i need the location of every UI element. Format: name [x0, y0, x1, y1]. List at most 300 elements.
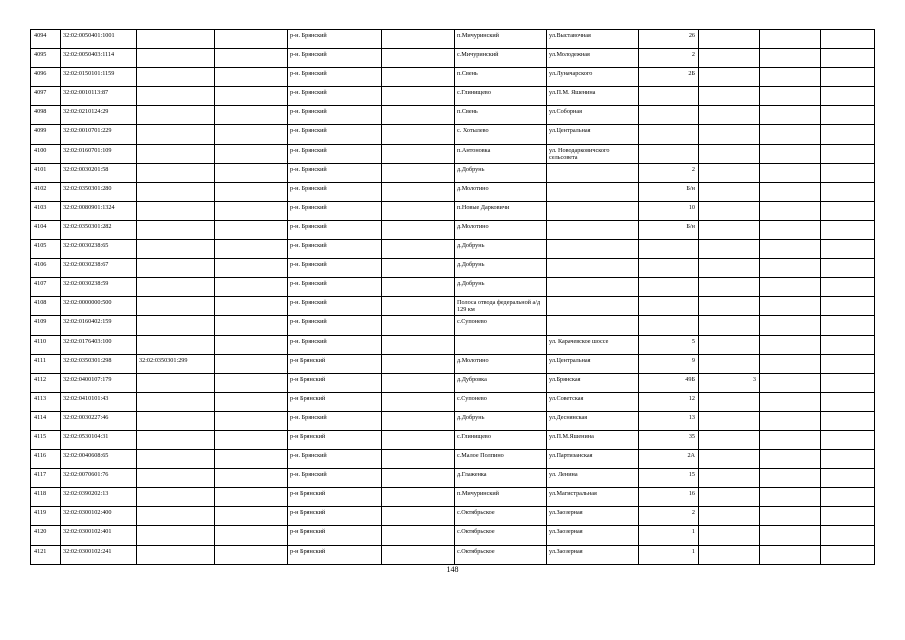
- street-cell: ул.Партизанская: [547, 450, 639, 469]
- cadastral-number-cell: 32:02:0210124:29: [61, 106, 137, 125]
- table-row: [31, 507, 875, 526]
- district-cell: р-н Брянский: [288, 373, 382, 392]
- empty-cell: [215, 392, 288, 411]
- building-cell: [699, 297, 760, 316]
- district-cell: р-н Брянский: [288, 545, 382, 564]
- locality-cell: с.Супонево: [455, 316, 547, 335]
- table-row: [31, 526, 875, 545]
- street-cell: ул.Брянская: [547, 373, 639, 392]
- building-cell: [699, 545, 760, 564]
- related-cadastral-number-cell: [137, 507, 215, 526]
- street-cell: ул.Луначарского: [547, 68, 639, 87]
- building-cell: [699, 411, 760, 430]
- related-cadastral-number-cell: [137, 201, 215, 220]
- empty-cell: [382, 125, 455, 144]
- empty-cell: [215, 87, 288, 106]
- empty-cell: [821, 182, 875, 201]
- row-number-cell: 4116: [31, 450, 61, 469]
- cadastral-number-cell: 32:02:0010701:229: [61, 125, 137, 144]
- empty-cell: [760, 335, 821, 354]
- district-cell: р-н. Брянский: [288, 49, 382, 68]
- empty-cell: [215, 411, 288, 430]
- district-cell: р-н Брянский: [288, 392, 382, 411]
- district-cell: р-н. Брянский: [288, 220, 382, 239]
- empty-cell: [382, 259, 455, 278]
- related-cadastral-number-cell: [137, 430, 215, 449]
- related-cadastral-number-cell: [137, 240, 215, 259]
- empty-cell: [382, 335, 455, 354]
- related-cadastral-number-cell: [137, 144, 215, 163]
- empty-cell: [215, 182, 288, 201]
- district-cell: р-н Брянский: [288, 526, 382, 545]
- empty-cell: [821, 488, 875, 507]
- empty-cell: [760, 30, 821, 49]
- street-cell: ул. Ленина: [547, 469, 639, 488]
- building-cell: [699, 49, 760, 68]
- street-cell: ул.Молодежная: [547, 49, 639, 68]
- building-cell: [699, 316, 760, 335]
- table-row: [31, 144, 875, 163]
- house-number-cell: [639, 297, 699, 316]
- empty-cell: [215, 278, 288, 297]
- empty-cell: [760, 469, 821, 488]
- street-cell: ул.П.М. Яшенина: [547, 87, 639, 106]
- empty-cell: [760, 240, 821, 259]
- table-row: [31, 106, 875, 125]
- table-row: [31, 182, 875, 201]
- district-cell: р-н Брянский: [288, 430, 382, 449]
- house-number-cell: 16: [639, 488, 699, 507]
- related-cadastral-number-cell: [137, 49, 215, 68]
- cadastral-number-cell: 32:02:0080901:1324: [61, 201, 137, 220]
- cadastral-number-cell: 32:02:0030227:46: [61, 411, 137, 430]
- district-cell: р-н. Брянский: [288, 297, 382, 316]
- cadastral-number-cell: 32:02:0030238:59: [61, 278, 137, 297]
- table-row: [31, 30, 875, 49]
- street-cell: ул. Новодарковичского сельсовета: [547, 144, 639, 163]
- cadastral-number-cell: 32:02:0530104:31: [61, 430, 137, 449]
- empty-cell: [382, 316, 455, 335]
- empty-cell: [821, 354, 875, 373]
- locality-cell: п.Антоновка: [455, 144, 547, 163]
- empty-cell: [821, 469, 875, 488]
- empty-cell: [382, 488, 455, 507]
- street-cell: [547, 297, 639, 316]
- empty-cell: [215, 526, 288, 545]
- table-row: [31, 335, 875, 354]
- street-cell: [547, 316, 639, 335]
- related-cadastral-number-cell: [137, 182, 215, 201]
- empty-cell: [382, 469, 455, 488]
- row-number-cell: 4097: [31, 87, 61, 106]
- row-number-cell: 4115: [31, 430, 61, 449]
- empty-cell: [382, 30, 455, 49]
- empty-cell: [382, 354, 455, 373]
- building-cell: [699, 488, 760, 507]
- locality-cell: с.Октябрьское: [455, 526, 547, 545]
- empty-cell: [760, 297, 821, 316]
- registry-rows: [31, 30, 875, 565]
- district-cell: р-н. Брянский: [288, 259, 382, 278]
- related-cadastral-number-cell: [137, 30, 215, 49]
- building-cell: [699, 469, 760, 488]
- table-row: [31, 354, 875, 373]
- empty-cell: [215, 125, 288, 144]
- building-cell: [699, 335, 760, 354]
- table-row: [31, 278, 875, 297]
- empty-cell: [821, 125, 875, 144]
- row-number-cell: 4101: [31, 163, 61, 182]
- street-cell: ул.Соборная: [547, 106, 639, 125]
- house-number-cell: 13: [639, 411, 699, 430]
- table-row: [31, 392, 875, 411]
- street-cell: ул.Центральная: [547, 354, 639, 373]
- empty-cell: [821, 220, 875, 239]
- empty-cell: [760, 354, 821, 373]
- empty-cell: [760, 87, 821, 106]
- empty-cell: [760, 144, 821, 163]
- street-cell: ул. Карачевское шоссе: [547, 335, 639, 354]
- district-cell: р-н. Брянский: [288, 450, 382, 469]
- empty-cell: [382, 163, 455, 182]
- table-row: [31, 125, 875, 144]
- row-number-cell: 4120: [31, 526, 61, 545]
- building-cell: [699, 259, 760, 278]
- related-cadastral-number-cell: [137, 125, 215, 144]
- house-number-cell: [639, 240, 699, 259]
- empty-cell: [215, 30, 288, 49]
- locality-cell: п.Мичуринский: [455, 30, 547, 49]
- empty-cell: [215, 488, 288, 507]
- cadastral-number-cell: 32:02:0050403:1114: [61, 49, 137, 68]
- empty-cell: [821, 297, 875, 316]
- locality-cell: д.Глаженка: [455, 469, 547, 488]
- empty-cell: [215, 430, 288, 449]
- district-cell: р-н. Брянский: [288, 87, 382, 106]
- table-row: [31, 87, 875, 106]
- locality-cell: д.Молотино: [455, 182, 547, 201]
- related-cadastral-number-cell: [137, 297, 215, 316]
- empty-cell: [821, 87, 875, 106]
- building-cell: [699, 354, 760, 373]
- empty-cell: [382, 49, 455, 68]
- row-number-cell: 4112: [31, 373, 61, 392]
- empty-cell: [215, 106, 288, 125]
- empty-cell: [760, 526, 821, 545]
- cadastral-number-cell: 32:02:0350301:282: [61, 220, 137, 239]
- building-cell: [699, 526, 760, 545]
- empty-cell: [760, 545, 821, 564]
- locality-cell: п.Мичуринский: [455, 488, 547, 507]
- cadastral-number-cell: 32:02:0390202:13: [61, 488, 137, 507]
- table-row: [31, 450, 875, 469]
- house-number-cell: 2А: [639, 450, 699, 469]
- street-cell: ул.Центральная: [547, 125, 639, 144]
- empty-cell: [382, 201, 455, 220]
- empty-cell: [215, 240, 288, 259]
- related-cadastral-number-cell: [137, 259, 215, 278]
- related-cadastral-number-cell: [137, 87, 215, 106]
- building-cell: [699, 182, 760, 201]
- empty-cell: [821, 106, 875, 125]
- cadastral-number-cell: 32:02:0030201:58: [61, 163, 137, 182]
- street-cell: [547, 259, 639, 278]
- empty-cell: [760, 278, 821, 297]
- locality-cell: д.Дубровка: [455, 373, 547, 392]
- building-cell: [699, 144, 760, 163]
- street-cell: ул.Заозерная: [547, 526, 639, 545]
- locality-cell: п.Свень: [455, 106, 547, 125]
- house-number-cell: 2Б: [639, 68, 699, 87]
- table-row: [31, 49, 875, 68]
- table-row: [31, 373, 875, 392]
- row-number-cell: 4096: [31, 68, 61, 87]
- street-cell: ул.П.М.Яшенина: [547, 430, 639, 449]
- empty-cell: [382, 430, 455, 449]
- empty-cell: [821, 507, 875, 526]
- empty-cell: [382, 545, 455, 564]
- district-cell: р-н. Брянский: [288, 335, 382, 354]
- locality-cell: д.Молотино: [455, 220, 547, 239]
- locality-cell: с.Глинищево: [455, 430, 547, 449]
- empty-cell: [382, 392, 455, 411]
- building-cell: [699, 68, 760, 87]
- empty-cell: [760, 507, 821, 526]
- page-number: 148: [446, 565, 459, 574]
- building-cell: [699, 240, 760, 259]
- row-number-cell: 4117: [31, 469, 61, 488]
- building-cell: [699, 450, 760, 469]
- row-number-cell: 4114: [31, 411, 61, 430]
- district-cell: р-н Брянский: [288, 354, 382, 373]
- empty-cell: [760, 392, 821, 411]
- table-row: [31, 430, 875, 449]
- district-cell: р-н. Брянский: [288, 411, 382, 430]
- empty-cell: [760, 373, 821, 392]
- related-cadastral-number-cell: [137, 450, 215, 469]
- street-cell: ул.Заозерная: [547, 507, 639, 526]
- locality-cell: п.Свень: [455, 68, 547, 87]
- cadastral-number-cell: 32:02:0160701:109: [61, 144, 137, 163]
- cadastral-number-cell: 32:02:0400107:179: [61, 373, 137, 392]
- street-cell: [547, 240, 639, 259]
- empty-cell: [821, 450, 875, 469]
- street-cell: ул.Магистральная: [547, 488, 639, 507]
- house-number-cell: Б/н: [639, 220, 699, 239]
- empty-cell: [821, 545, 875, 564]
- empty-cell: [215, 297, 288, 316]
- empty-cell: [215, 335, 288, 354]
- empty-cell: [215, 354, 288, 373]
- row-number-cell: 4105: [31, 240, 61, 259]
- empty-cell: [821, 411, 875, 430]
- cadastral-number-cell: 32:02:0050401:1001: [61, 30, 137, 49]
- cadastral-number-cell: 32:02:0030238:67: [61, 259, 137, 278]
- row-number-cell: 4118: [31, 488, 61, 507]
- cadastral-number-cell: 32:02:0300102:241: [61, 545, 137, 564]
- empty-cell: [760, 411, 821, 430]
- related-cadastral-number-cell: [137, 411, 215, 430]
- related-cadastral-number-cell: [137, 163, 215, 182]
- building-cell: [699, 430, 760, 449]
- house-number-cell: 10: [639, 201, 699, 220]
- row-number-cell: 4098: [31, 106, 61, 125]
- building-cell: [699, 30, 760, 49]
- empty-cell: [215, 507, 288, 526]
- empty-cell: [382, 278, 455, 297]
- cadastral-number-cell: 32:02:0160402:159: [61, 316, 137, 335]
- cadastral-number-cell: 32:02:0000000:500: [61, 297, 137, 316]
- cadastral-number-cell: 32:02:0010113:87: [61, 87, 137, 106]
- house-number-cell: 15: [639, 469, 699, 488]
- related-cadastral-number-cell: [137, 545, 215, 564]
- cadastral-number-cell: 32:02:0030238:65: [61, 240, 137, 259]
- street-cell: ул.Советская: [547, 392, 639, 411]
- district-cell: р-н Брянский: [288, 488, 382, 507]
- row-number-cell: 4094: [31, 30, 61, 49]
- house-number-cell: [639, 278, 699, 297]
- house-number-cell: 12: [639, 392, 699, 411]
- empty-cell: [382, 87, 455, 106]
- house-number-cell: Б/н: [639, 182, 699, 201]
- row-number-cell: 4119: [31, 507, 61, 526]
- table-row: [31, 240, 875, 259]
- locality-cell: с.Октябрьское: [455, 545, 547, 564]
- street-cell: [547, 278, 639, 297]
- empty-cell: [382, 106, 455, 125]
- row-number-cell: 4102: [31, 182, 61, 201]
- house-number-cell: 2: [639, 49, 699, 68]
- district-cell: р-н. Брянский: [288, 316, 382, 335]
- house-number-cell: 49Б: [639, 373, 699, 392]
- row-number-cell: 4108: [31, 297, 61, 316]
- house-number-cell: 2: [639, 507, 699, 526]
- district-cell: р-н. Брянский: [288, 469, 382, 488]
- empty-cell: [382, 144, 455, 163]
- house-number-cell: [639, 125, 699, 144]
- table-row: [31, 469, 875, 488]
- locality-cell: с. Хотылево: [455, 125, 547, 144]
- building-cell: [699, 220, 760, 239]
- empty-cell: [215, 316, 288, 335]
- locality-cell: с.Малое Полпино: [455, 450, 547, 469]
- related-cadastral-number-cell: [137, 373, 215, 392]
- empty-cell: [760, 68, 821, 87]
- empty-cell: [760, 259, 821, 278]
- table-row: [31, 411, 875, 430]
- empty-cell: [382, 220, 455, 239]
- house-number-cell: 1: [639, 526, 699, 545]
- row-number-cell: 4104: [31, 220, 61, 239]
- empty-cell: [215, 450, 288, 469]
- row-number-cell: 4109: [31, 316, 61, 335]
- empty-cell: [760, 49, 821, 68]
- district-cell: р-н. Брянский: [288, 201, 382, 220]
- locality-cell: п.Новые Дарковичи: [455, 201, 547, 220]
- row-number-cell: 4100: [31, 144, 61, 163]
- empty-cell: [821, 335, 875, 354]
- cadastral-number-cell: 32:02:0350301:280: [61, 182, 137, 201]
- empty-cell: [821, 373, 875, 392]
- table-row: [31, 201, 875, 220]
- district-cell: р-н. Брянский: [288, 106, 382, 125]
- empty-cell: [821, 163, 875, 182]
- related-cadastral-number-cell: [137, 106, 215, 125]
- related-cadastral-number-cell: [137, 278, 215, 297]
- house-number-cell: [639, 87, 699, 106]
- empty-cell: [215, 68, 288, 87]
- district-cell: р-н. Брянский: [288, 68, 382, 87]
- empty-cell: [215, 144, 288, 163]
- empty-cell: [821, 144, 875, 163]
- empty-cell: [760, 106, 821, 125]
- related-cadastral-number-cell: [137, 526, 215, 545]
- empty-cell: [760, 430, 821, 449]
- street-cell: [547, 182, 639, 201]
- empty-cell: [382, 373, 455, 392]
- locality-cell: [455, 335, 547, 354]
- locality-cell: с.Глинищево: [455, 87, 547, 106]
- empty-cell: [382, 526, 455, 545]
- empty-cell: [821, 259, 875, 278]
- locality-cell: д.Добрунь: [455, 278, 547, 297]
- street-cell: [547, 163, 639, 182]
- locality-cell: д.Молотино: [455, 354, 547, 373]
- table-row: [31, 163, 875, 182]
- empty-cell: [215, 220, 288, 239]
- locality-cell: с.Супонево: [455, 392, 547, 411]
- empty-cell: [821, 68, 875, 87]
- table-row: [31, 220, 875, 239]
- locality-cell: с.Октябрьское: [455, 507, 547, 526]
- related-cadastral-number-cell: [137, 68, 215, 87]
- empty-cell: [760, 450, 821, 469]
- building-cell: [699, 201, 760, 220]
- house-number-cell: [639, 259, 699, 278]
- empty-cell: [760, 182, 821, 201]
- row-number-cell: 4107: [31, 278, 61, 297]
- empty-cell: [215, 201, 288, 220]
- locality-cell: д.Добрунь: [455, 163, 547, 182]
- row-number-cell: 4111: [31, 354, 61, 373]
- cadastral-number-cell: 32:02:0300102:401: [61, 526, 137, 545]
- empty-cell: [215, 163, 288, 182]
- district-cell: р-н. Брянский: [288, 125, 382, 144]
- district-cell: р-н Брянский: [288, 507, 382, 526]
- house-number-cell: 9: [639, 354, 699, 373]
- house-number-cell: 26: [639, 30, 699, 49]
- empty-cell: [382, 68, 455, 87]
- locality-cell: д.Добрунь: [455, 240, 547, 259]
- row-number-cell: 4121: [31, 545, 61, 564]
- street-cell: ул.Деснянская: [547, 411, 639, 430]
- cadastral-number-cell: 32:02:0150101:1159: [61, 68, 137, 87]
- empty-cell: [760, 220, 821, 239]
- district-cell: р-н. Брянский: [288, 182, 382, 201]
- empty-cell: [760, 201, 821, 220]
- related-cadastral-number-cell: [137, 316, 215, 335]
- table-row: [31, 316, 875, 335]
- empty-cell: [821, 30, 875, 49]
- district-cell: р-н. Брянский: [288, 30, 382, 49]
- empty-cell: [821, 316, 875, 335]
- registry-table: [30, 29, 875, 565]
- empty-cell: [821, 240, 875, 259]
- cadastral-number-cell: 32:02:0300102:400: [61, 507, 137, 526]
- house-number-cell: 35: [639, 430, 699, 449]
- empty-cell: [760, 163, 821, 182]
- house-number-cell: 2: [639, 163, 699, 182]
